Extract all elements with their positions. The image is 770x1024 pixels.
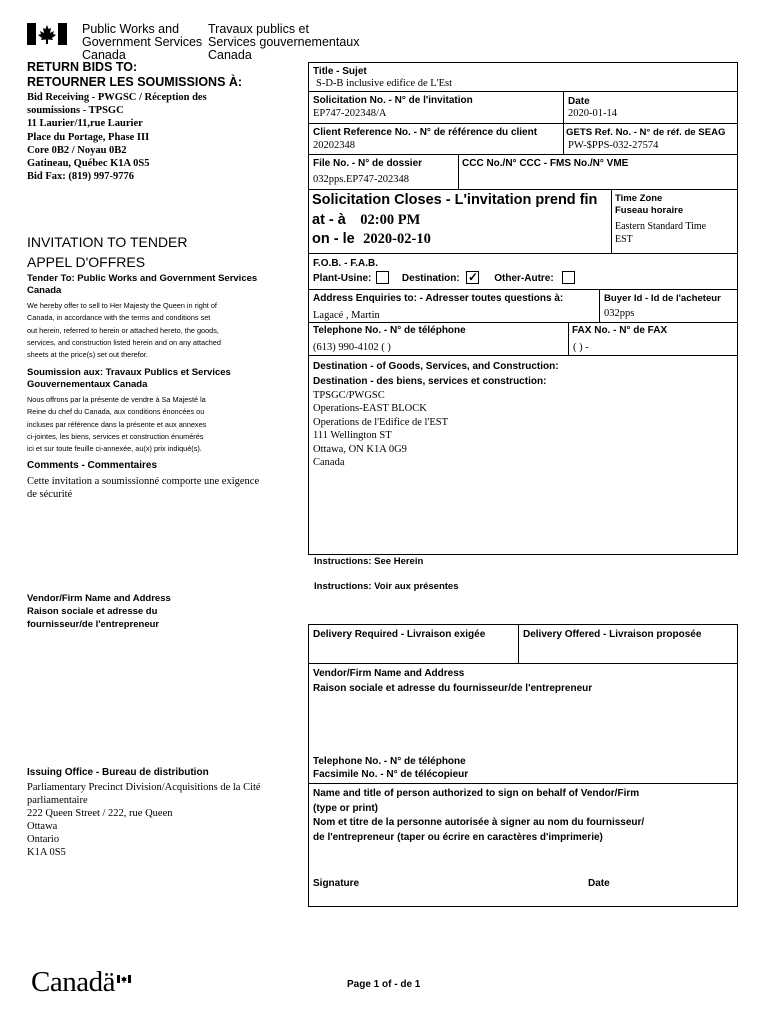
invitation-title-fr: APPEL D'OFFRES	[27, 254, 146, 270]
return-bids-title-fr: RETOURNER LES SOUMISSIONS À:	[27, 75, 243, 89]
return-bids-line: Bid Receiving - PWGSC / Réception des	[27, 92, 207, 103]
client-reference-label: Client Reference No. - N° de référence du client	[313, 127, 538, 138]
tender-to-line: Canada, in accordance with the terms and conditions set	[27, 313, 211, 323]
header-en-line: Public Works and	[82, 22, 180, 36]
authorized-person-line: de l'entrepreneur (taper ou écrire en caractères d'imprimerie)	[313, 831, 603, 843]
destination-address	[313, 389, 448, 469]
delivery-required-field[interactable]	[309, 645, 517, 662]
solicitation-number-value: EP747-202348/A	[313, 108, 387, 119]
closing-date-value: 2020-02-10	[363, 231, 431, 247]
fob-label: F.O.B. - F.A.B.	[313, 258, 378, 269]
delivery-offered-field[interactable]	[519, 645, 737, 662]
issuing-line: 222 Queen Street / 222, rue Queen	[27, 808, 173, 819]
fob-options-row	[313, 272, 575, 285]
destination-line: Operations de l'Edifice de l'EST	[313, 416, 448, 428]
destination-label: Destination:	[401, 273, 460, 285]
header-fr-line: Travaux publics et	[208, 22, 309, 36]
date-value: 2020-01-14	[568, 108, 617, 119]
client-reference-value: 20202348	[313, 140, 355, 151]
header-fr-line: Services gouvernementaux	[208, 35, 360, 49]
plant-usine-label: Plant-Usine:	[313, 273, 372, 285]
solicitation-closes-label: Solicitation Closes - L'invitation prend fin	[312, 192, 598, 208]
closing-time-row	[312, 211, 420, 229]
time-zone-label	[615, 193, 683, 217]
soumission-line: incluses par référence dans la présente et aux annexes	[27, 419, 207, 429]
fax-label: FAX No. - N° de FAX	[572, 325, 668, 336]
at-label: at - à	[312, 212, 346, 228]
tender-to-line: We hereby offer to sell to Her Majesty the Queen in right of	[27, 301, 217, 310]
return-bids-address	[27, 91, 207, 183]
date-label: Date	[568, 96, 590, 107]
buyer-id-value: 032pps	[604, 308, 635, 319]
authorized-person-field[interactable]	[309, 847, 737, 873]
delivery-required-label: Delivery Required - Livraison exigée	[313, 629, 486, 640]
return-bids-line: Place du Portage, Phase III	[27, 131, 150, 143]
return-bids-line: Bid Fax: (819) 997-9776	[27, 171, 135, 183]
address-enquiries-label: Address Enquiries to: - Adresser toutes questions à:	[313, 293, 564, 304]
comments-line: Cette invitation a soumissionné comporte une exigence	[27, 476, 260, 487]
on-label: on - le	[312, 231, 355, 247]
instructions-en: Instructions: See Herein	[314, 556, 424, 567]
signature-date-label: Date	[588, 878, 610, 889]
comments-line: de sécurité	[27, 489, 73, 500]
vendor-firm-label-left	[27, 592, 171, 631]
file-number-value: 032pps.EP747-202348	[313, 174, 409, 185]
header-french-org	[208, 23, 359, 62]
closing-time-value: 02:00 PM	[360, 212, 421, 228]
page-number: Page 1 of - de 1	[347, 979, 421, 990]
telephone-label: Telephone No. - N° de téléphone	[313, 325, 466, 336]
issuing-line: Ontario	[27, 834, 60, 845]
gets-reference-label: GETS Ref. No. - N° de réf. de SEAG	[566, 127, 726, 138]
vendor-firm-label-en: Vendor/Firm Name and Address	[313, 668, 465, 679]
destination-line: Canada	[313, 457, 345, 469]
header-fr-line: Canada	[208, 48, 252, 62]
canada-flag-icon	[27, 23, 67, 45]
issuing-office-address	[27, 781, 261, 859]
soumission-line: ci-jointes, les biens, services et construction énumérés	[27, 431, 204, 441]
tender-to-line: services, and construction listed herein and on any attached	[27, 337, 221, 347]
authorized-person-line: Name and title of person authorized to sign on behalf of Vendor/Firm	[313, 788, 640, 799]
comments-label: Comments - Commentaires	[27, 460, 158, 471]
time-zone-value-line: Eastern Standard Time	[615, 221, 707, 232]
time-zone-label-fr: Fuseau horaire	[615, 205, 684, 216]
canada-wordmark-flag-icon	[117, 970, 131, 978]
closing-date-row	[312, 230, 431, 248]
return-bids-line: soumissions - TPSGC	[27, 105, 124, 117]
file-number-label: File No. - N° de dossier	[313, 158, 423, 169]
issuing-line: parliamentaire	[27, 795, 88, 806]
time-zone-value	[615, 220, 706, 246]
destination-goods-label	[313, 359, 559, 389]
authorized-person-line: (type or print)	[313, 802, 378, 814]
destination-goods-label-fr: Destination - des biens, services et construction:	[313, 376, 547, 387]
other-autre-label: Other-Autre:	[494, 273, 554, 285]
signature-date-field[interactable]	[585, 891, 737, 906]
time-zone-label-en: Time Zone	[615, 193, 663, 204]
vendor-firm-field[interactable]	[309, 697, 737, 752]
return-bids-line: 11 Laurier/11,rue Laurier	[27, 118, 143, 130]
vendor-firm-label-fr: Raison sociale et adresse du fournisseur/de l'entrepreneur	[313, 683, 593, 694]
fax-value: ( ) -	[573, 342, 589, 353]
vendor-contact-labels	[313, 755, 468, 781]
delivery-offered-label: Delivery Offered - Livraison proposée	[523, 629, 702, 640]
authorized-person-line: Nom et titre de la personne autorisée à signer au nom du fournisseur/	[313, 817, 645, 828]
vendor-facsimile-label: Facsimile No. - N° de télécopieur	[313, 769, 469, 780]
tender-to-line: out herein, referred to herein or attached hereto, the goods,	[27, 325, 219, 335]
vendor-left-line: Raison sociale et adresse du	[27, 606, 158, 617]
comments-text	[27, 475, 259, 501]
tender-to-body	[27, 300, 221, 361]
other-autre-checkbox[interactable]	[562, 271, 575, 284]
invitation-title-en: INVITATION TO TENDER	[27, 234, 188, 250]
destination-line: 111 Wellington ST	[313, 430, 392, 442]
issuing-office-label: Issuing Office - Bureau de distribution	[27, 767, 209, 778]
instructions-fr: Instructions: Voir aux présentes	[314, 581, 459, 592]
destination-goods-label-en: Destination - of Goods, Services, and Construction:	[313, 361, 559, 372]
gets-reference-value: PW-$PPS-032-27574	[568, 140, 659, 151]
ccc-number-label: CCC No./N° CCC - FMS No./N° VME	[462, 158, 629, 169]
plant-usine-checkbox[interactable]	[376, 271, 389, 284]
title-label: Title - Sujet	[313, 66, 367, 77]
canada-wordmark: Canadä	[31, 966, 115, 998]
vendor-left-line: Vendor/Firm Name and Address	[27, 593, 171, 604]
solicitation-number-label: Solicitation No. - N° de l'invitation	[313, 95, 473, 106]
header-en-line: Canada	[82, 48, 126, 62]
signature-label: Signature	[313, 878, 360, 889]
return-bids-line: Gatineau, Québec K1A 0S5	[27, 158, 150, 170]
time-zone-value-line: EST	[615, 234, 633, 245]
address-enquiries-value: Lagacé , Martin	[313, 310, 380, 321]
vendor-telephone-label: Telephone No. - N° de téléphone	[313, 756, 466, 767]
issuing-line: Parliamentary Precinct Division/Acquisitions de la Cité	[27, 782, 261, 793]
return-bids-title-en: RETURN BIDS TO:	[27, 60, 138, 74]
return-bids-title	[27, 60, 242, 90]
soumission-line: Nous offrons par la présente de vendre à Sa Majesté la	[27, 395, 206, 404]
issuing-line: K1A 0S5	[27, 847, 66, 858]
authorized-person-label	[313, 787, 644, 845]
destination-line: Ottawa, ON K1A 0G9	[313, 443, 407, 455]
vendor-left-line: fournisseur/de l'entrepreneur	[27, 619, 160, 630]
destination-line: TPSGC/PWGSC	[313, 390, 385, 401]
soumission-line: ici et sur toute feuille ci-annexée, au(x) prix indiqué(s).	[27, 444, 202, 454]
soumission-line: Reine du chef du Canada, aux conditions énoncées ou	[27, 407, 205, 417]
tender-to-line: sheets at the price(s) set out therefor.	[27, 350, 148, 360]
telephone-value: (613) 990-4102 ( )	[313, 342, 391, 353]
buyer-id-label: Buyer Id - Id de l'acheteur	[604, 293, 721, 304]
destination-line: Operations-EAST BLOCK	[313, 403, 427, 415]
soumission-heading: Soumission aux: Travaux Publics et Services Gouvernementaux Canada	[27, 367, 231, 390]
title-value: S-D-B inclusive edifice de L'Est	[316, 78, 453, 89]
invitation-title	[27, 232, 188, 272]
header-english-org	[82, 23, 202, 62]
return-bids-line: Core 0B2 / Noyau 0B2	[27, 144, 127, 156]
signature-field[interactable]	[309, 891, 579, 906]
destination-checkbox[interactable]: ✓	[467, 270, 478, 284]
header-en-line: Government Services	[82, 35, 203, 49]
soumission-body	[27, 394, 206, 455]
tender-to-heading: Tender To: Public Works and Government Services Canada	[27, 273, 258, 296]
vendor-firm-label	[313, 666, 592, 696]
issuing-line: Ottawa	[27, 821, 58, 832]
